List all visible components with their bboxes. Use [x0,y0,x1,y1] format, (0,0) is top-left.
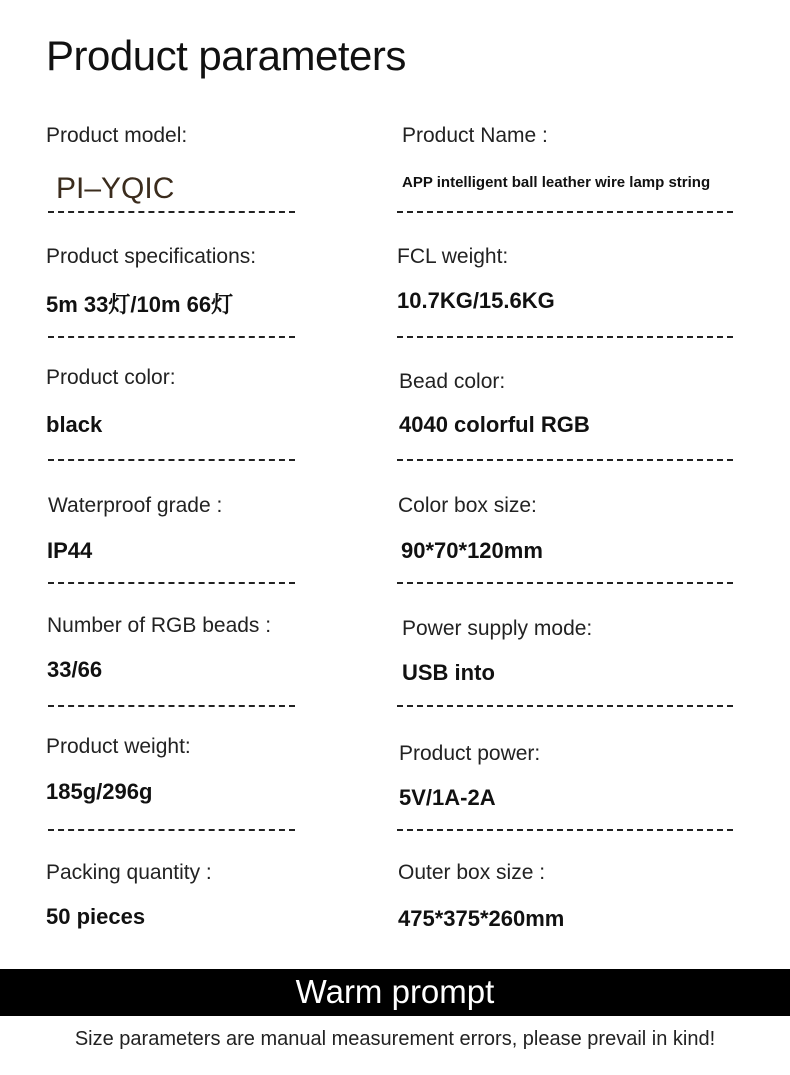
page-title: Product parameters [46,32,406,79]
divider [48,705,295,707]
param-value: 185g/296g [46,779,153,804]
param-product-weight [46,735,296,804]
divider [48,582,295,584]
param-waterproof-grade [47,494,298,563]
param-label: FCL weight: [397,245,509,268]
param-color-box-size [398,494,738,563]
param-product-name [402,124,742,191]
param-label: Power supply mode: [402,617,593,640]
param-number-of-rgb-beads [47,614,297,682]
param-label: Product model: [46,124,188,147]
param-value: 5m 33灯/10m 66灯 [46,292,234,317]
param-value: APP intelligent ball leather wire lamp string [402,174,711,191]
param-label: Waterproof grade : [48,494,223,517]
param-label: Bead color: [399,370,506,393]
param-product-power [399,735,739,810]
param-label: Number of RGB beads : [47,614,272,637]
param-power-supply-mode [402,614,742,685]
divider [397,829,733,831]
param-label: Product color: [46,366,176,389]
param-value: USB into [402,660,495,685]
param-label: Outer box size : [398,861,546,884]
param-label: Packing quantity : [46,861,212,884]
param-label: Product specifications: [46,245,257,268]
divider [397,211,733,213]
divider [48,829,295,831]
param-value: 33/66 [47,657,103,682]
param-outer-box-size [398,861,738,931]
divider [397,705,733,707]
param-bead-color [399,366,739,437]
param-value: 50 pieces [46,904,146,929]
param-product-model [46,124,296,205]
divider [48,336,295,338]
param-product-color [46,366,296,437]
param-value: black [46,412,103,437]
divider [48,459,295,461]
param-value: 10.7KG/15.6KG [397,288,555,313]
divider [397,582,733,584]
divider [397,459,733,461]
param-value: 90*70*120mm [401,538,543,563]
param-value: IP44 [47,538,93,563]
param-packing-quantity [46,861,296,929]
param-value: 4040 colorful RGB [399,412,590,437]
param-value: PI–YQIC [56,172,175,205]
param-label: Product Name : [402,124,548,147]
param-product-specifications [46,245,296,317]
param-fcl-weight [397,245,737,313]
param-label: Product weight: [46,735,191,758]
param-value: 5V/1A-2A [399,785,496,810]
param-value: 475*375*260mm [398,906,565,931]
warm-prompt-note: Size parameters are manual measurement errors, please prevail in kind! [74,1028,716,1050]
divider [397,336,733,338]
warm-prompt-banner: Warm prompt [0,969,790,1016]
param-label: Product power: [399,742,541,765]
divider [48,211,295,213]
param-label: Color box size: [398,494,537,517]
